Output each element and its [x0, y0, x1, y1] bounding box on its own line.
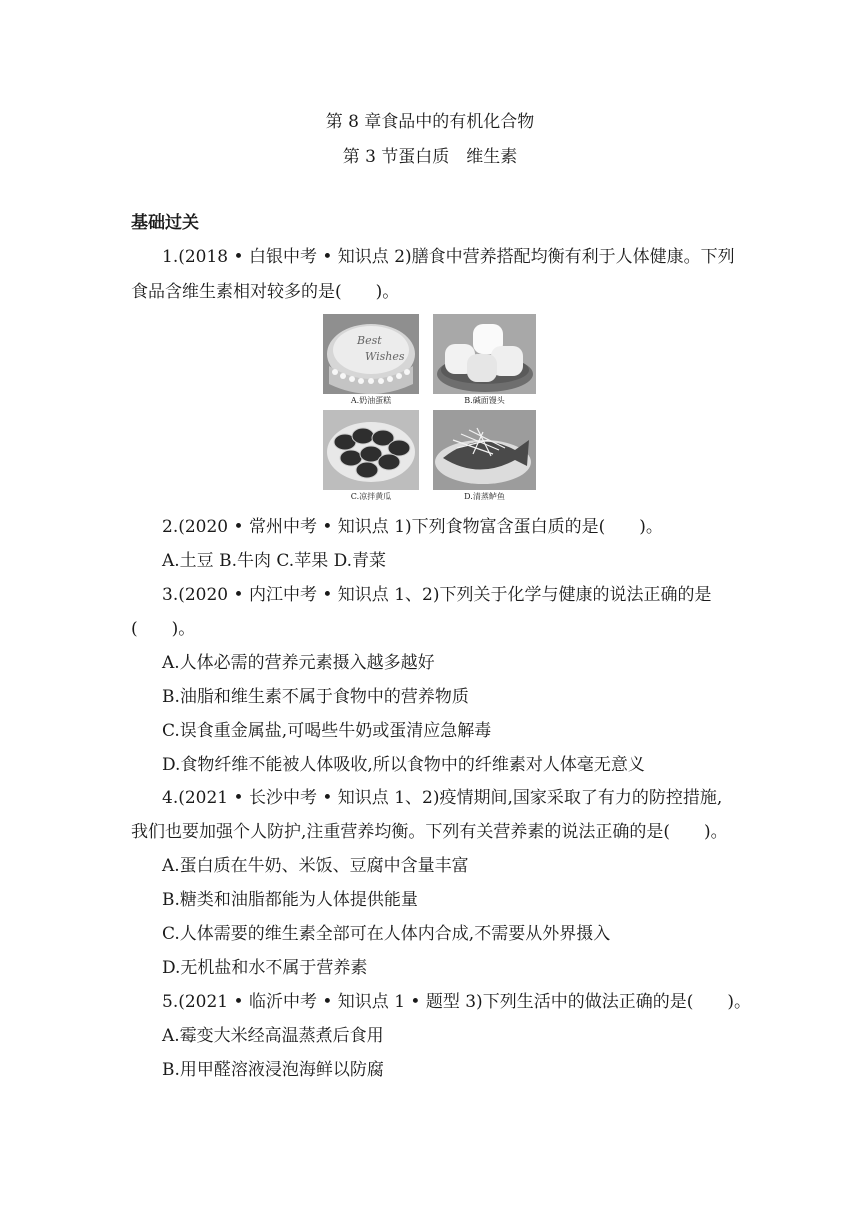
question-3-line-2: ( )。	[131, 619, 196, 639]
caption-b: B.碱面馒头	[464, 396, 505, 405]
question-3-option-b: B.油脂和维生素不属于食物中的营养物质	[162, 687, 469, 707]
question-1-line-1: 1.(2018 • 白银中考 • 知识点 2)膳食中营养搭配均衡有利于人体健康。下列	[162, 247, 735, 267]
steamed-bun-image	[433, 314, 536, 394]
question-3-option-c: C.误食重金属盐,可喝些牛奶或蛋清应急解毒	[162, 721, 492, 741]
question-1-line-2: 食品含维生素相对较多的是( )。	[131, 282, 400, 302]
steamed-fish-image	[433, 410, 536, 490]
caption-c: C.凉拌黄瓜	[350, 492, 392, 501]
cake-image	[323, 314, 419, 394]
caption-d: D.清蒸鲈鱼	[464, 492, 505, 501]
question-3-line-1: 3.(2020 • 内江中考 • 知识点 1、2)下列关于化学与健康的说法正确的是	[162, 585, 712, 605]
question-2-options: A.土豆 B.牛肉 C.苹果 D.青菜	[162, 551, 387, 571]
section-title: 第 3 节蛋白质 维生素	[342, 147, 518, 167]
question-5-option-a: A.霉变大米经高温蒸煮后食用	[162, 1026, 384, 1046]
question-4-option-b: B.糖类和油脂都能为人体提供能量	[162, 890, 418, 910]
question-4-line-1: 4.(2021 • 长沙中考 • 知识点 1、2)疫情期间,国家采取了有力的防控措施,	[162, 788, 723, 808]
question-4-option-c: C.人体需要的维生素全部可在人体内合成,不需要从外界摄入	[162, 924, 611, 944]
question-3-option-d: D.食物纤维不能被人体吸收,所以食物中的纤维素对人体毫无意义	[162, 755, 645, 775]
question-5-option-b: B.用甲醛溶液浸泡海鲜以防腐	[162, 1060, 384, 1080]
question-4-line-2: 我们也要加强个人防护,注重营养均衡。下列有关营养素的说法正确的是( )。	[131, 822, 728, 842]
question-4-option-a: A.蛋白质在牛奶、米饭、豆腐中含量丰富	[162, 856, 469, 876]
cucumber-image	[323, 410, 419, 490]
question-3-option-a: A.人体必需的营养元素摄入越多越好	[162, 653, 435, 673]
caption-a: A.奶油蛋糕	[350, 396, 392, 405]
section-heading: 基础过关	[131, 213, 199, 233]
question-5-line-1: 5.(2021 • 临沂中考 • 知识点 1 • 题型 3)下列生活中的做法正确的是( )。	[162, 992, 751, 1012]
cake-text-2: Wishes	[365, 350, 405, 363]
question-4-option-d: D.无机盐和水不属于营养素	[162, 958, 368, 978]
chapter-title: 第 8 章食品中的有机化合物	[325, 112, 535, 132]
cake-text-1: Best	[357, 334, 382, 347]
question-2-line-1: 2.(2020 • 常州中考 • 知识点 1)下列食物富含蛋白质的是( )。	[162, 517, 663, 537]
